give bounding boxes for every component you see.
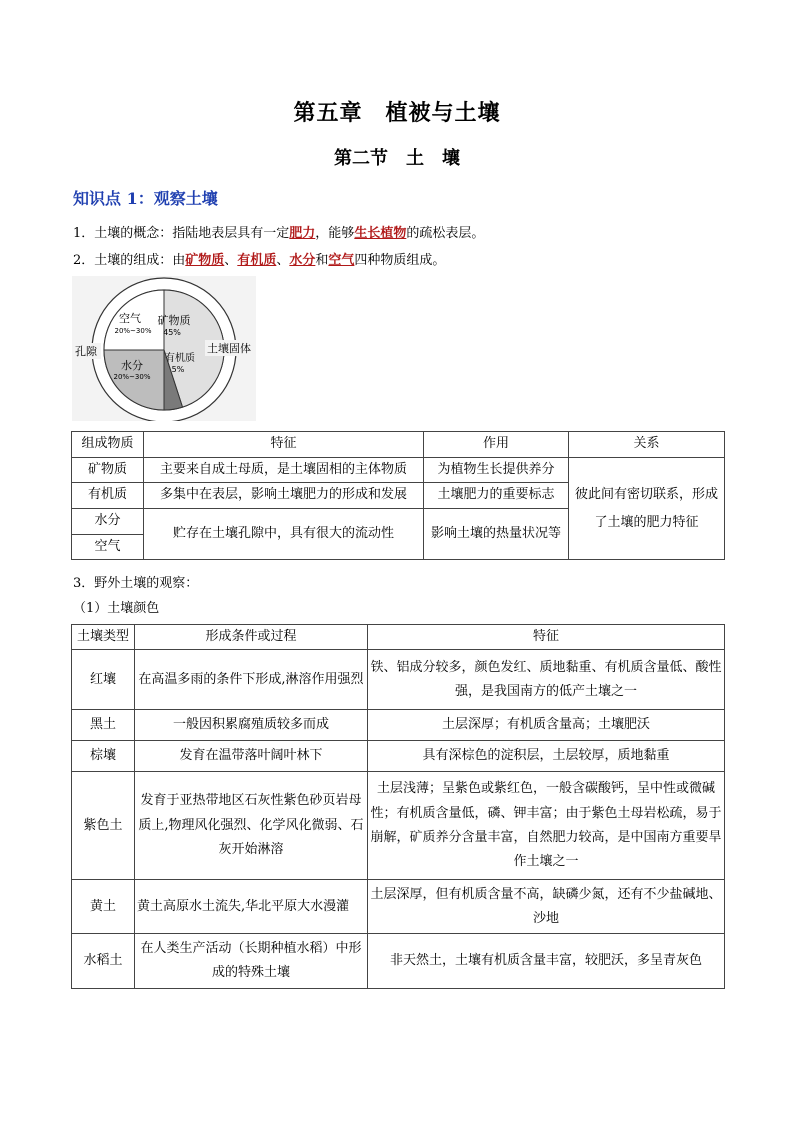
keyword-fertility: 肥力 bbox=[289, 226, 316, 241]
text-segment: 和 bbox=[315, 253, 329, 268]
table-row bbox=[72, 934, 725, 989]
soil-type-cell: 水稻土 bbox=[72, 934, 135, 989]
text-segment: ，能够 bbox=[315, 226, 355, 241]
keyword-grow-plants: 生长植物 bbox=[354, 226, 407, 241]
table-header-row bbox=[72, 625, 725, 650]
feature-cell: 具有深棕色的淀积层，土层较厚，质地黏重 bbox=[368, 741, 725, 772]
field-observation-line: 3．野外土壤的观察： bbox=[73, 576, 199, 591]
header-cell: 组成物质 bbox=[72, 432, 144, 458]
pore-label: 孔隙 bbox=[75, 345, 97, 358]
feature-cell: 土层浅薄；呈紫色或紫红色，一般含碳酸钙，呈中性或微碱性；有机质含量低，磷、钾丰富；由于紫色土母岩松疏，易于崩解，矿质养分含量丰富，自然肥力较高，是中国南方重要旱作土壤之一 bbox=[368, 772, 725, 880]
component-cell: 水分 bbox=[72, 509, 144, 535]
soil-color-subheading: （1）土壤颜色 bbox=[73, 601, 160, 616]
text-segment: 1．土壤的概念：指陆地表层具有一定 bbox=[73, 226, 290, 241]
feature-cell: 非天然土，土壤有机质含量丰富，较肥沃，多呈青灰色 bbox=[368, 934, 725, 989]
text-segment: 、 bbox=[276, 253, 290, 268]
condition-cell: 在人类生产活动（长期种植水稻）中形成的特殊土壤 bbox=[135, 934, 368, 989]
mineral-label: 矿物质 bbox=[157, 314, 191, 327]
feature-cell: 土层深厚；有机质含量高；土壤肥沃 bbox=[368, 710, 725, 741]
table-row bbox=[72, 880, 725, 934]
table-header-row bbox=[72, 432, 725, 458]
table-row bbox=[72, 741, 725, 772]
water-percent: 20%~30% bbox=[113, 373, 151, 381]
organic-label: 有机质 bbox=[165, 353, 195, 364]
table-row bbox=[72, 710, 725, 741]
header-cell: 形成条件或过程 bbox=[135, 625, 368, 650]
header-cell: 特征 bbox=[368, 625, 725, 650]
component-cell: 有机质 bbox=[72, 483, 144, 509]
header-cell: 土壤类型 bbox=[72, 625, 135, 650]
table-row bbox=[72, 457, 725, 483]
keyword-water: 水分 bbox=[289, 253, 316, 268]
function-cell: 为植物生长提供养分 bbox=[424, 457, 569, 483]
soil-concept-line bbox=[73, 222, 484, 241]
feature-cell: 铁、铝成分较多，颜色发红、质地黏重、有机质含量低、酸性强，是我国南方的低产土壤之一 bbox=[368, 650, 725, 710]
water-label: 水分 bbox=[121, 359, 143, 372]
header-cell: 关系 bbox=[569, 432, 725, 458]
soil-type-cell: 黄土 bbox=[72, 880, 135, 934]
header-cell: 作用 bbox=[424, 432, 569, 458]
soil-type-cell: 棕壤 bbox=[72, 741, 135, 772]
keyword-air: 空气 bbox=[328, 253, 355, 268]
header-cell: 特征 bbox=[144, 432, 424, 458]
knowledge-point-heading: 知识点 1：观察土壤 bbox=[73, 189, 218, 208]
keyword-mineral: 矿物质 bbox=[185, 253, 225, 268]
soil-type-cell: 紫色土 bbox=[72, 772, 135, 880]
component-cell: 空气 bbox=[72, 534, 144, 560]
condition-cell: 发育在温带落叶阔叶林下 bbox=[135, 741, 368, 772]
condition-cell: 发育于亚热带地区石灰性紫色砂页岩母质上,物理风化强烈、化学风化微弱、石灰开始淋溶 bbox=[135, 772, 368, 880]
section-title: 第二节 土 壤 bbox=[334, 148, 460, 169]
air-label: 空气 bbox=[119, 312, 141, 325]
function-cell: 影响土壤的热量状况等 bbox=[424, 509, 569, 560]
soil-composition-diagram bbox=[72, 276, 256, 421]
soil-color-table bbox=[71, 624, 725, 989]
keyword-organic: 有机质 bbox=[237, 253, 277, 268]
function-cell: 土壤肥力的重要标志 bbox=[424, 483, 569, 509]
condition-cell: 一般因积累腐殖质较多而成 bbox=[135, 710, 368, 741]
feature-cell: 主要来自成土母质，是土壤固相的主体物质 bbox=[144, 457, 424, 483]
relation-cell: 彼此间有密切联系，形成了土壤的肥力特征 bbox=[569, 457, 725, 560]
text-segment: 的疏松表层。 bbox=[406, 226, 485, 241]
component-cell: 矿物质 bbox=[72, 457, 144, 483]
organic-percent: 5% bbox=[171, 365, 185, 374]
feature-cell: 土层深厚，但有机质含量不高，缺磷少氮，还有不少盐碱地、沙地 bbox=[368, 880, 725, 934]
feature-cell: 贮存在土壤孔隙中，具有很大的流动性 bbox=[144, 509, 424, 560]
chapter-title: 第五章 植被与土壤 bbox=[293, 100, 501, 126]
air-percent: 20%~30% bbox=[114, 327, 152, 335]
mineral-percent: 45% bbox=[163, 328, 181, 337]
feature-cell: 多集中在表层，影响土壤肥力的形成和发展 bbox=[144, 483, 424, 509]
table-row bbox=[72, 772, 725, 880]
text-segment: 四种物质组成。 bbox=[354, 253, 446, 268]
text-segment: 2．土壤的组成：由 bbox=[73, 253, 186, 268]
solid-label: 土壤固体 bbox=[207, 342, 251, 355]
text-segment: 、 bbox=[224, 253, 238, 268]
soil-composition-line bbox=[73, 249, 445, 268]
condition-cell: 黄土高原水土流失,华北平原大水漫灌 bbox=[135, 880, 368, 934]
table-row bbox=[72, 650, 725, 710]
condition-cell: 在高温多雨的条件下形成,淋溶作用强烈 bbox=[135, 650, 368, 710]
soil-type-cell: 黑土 bbox=[72, 710, 135, 741]
soil-type-cell: 红壤 bbox=[72, 650, 135, 710]
soil-composition-table bbox=[71, 431, 725, 560]
